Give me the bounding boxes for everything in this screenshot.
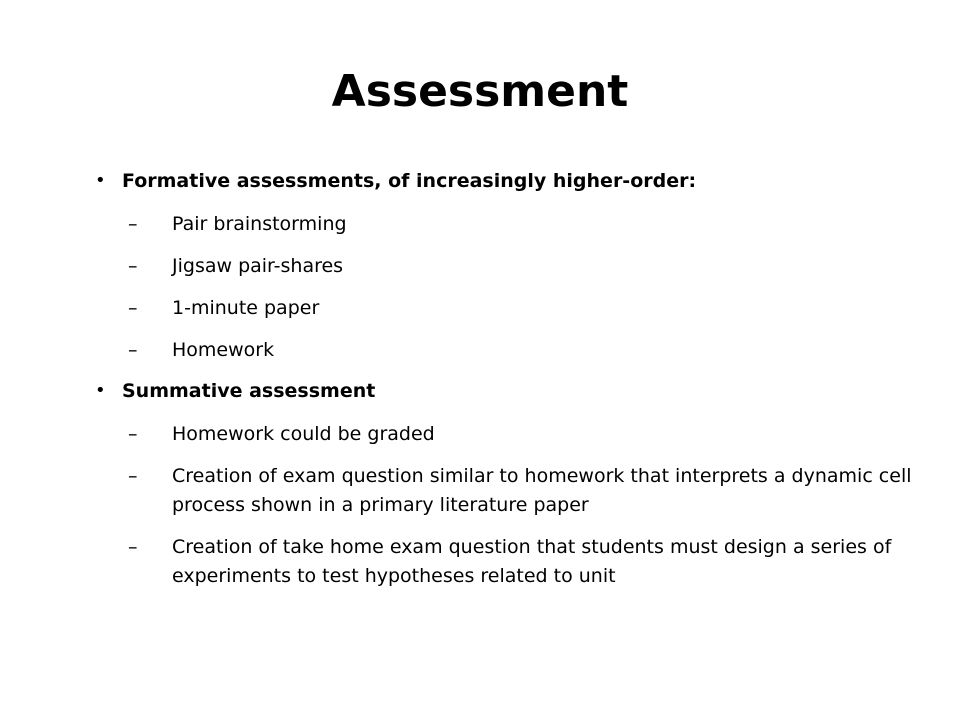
sub-bullet [128, 420, 915, 449]
sub-bullet [128, 294, 915, 323]
sub-bullet-text: Pair brainstorming [172, 213, 347, 235]
slide-body [95, 168, 915, 604]
dash-marker: – [128, 423, 138, 445]
bullet-text: Summative assessment [122, 380, 376, 402]
sub-bullet [128, 533, 915, 591]
sub-bullet [128, 210, 915, 239]
bullet-summative [95, 378, 915, 404]
sub-bullet-text: 1-minute paper [172, 297, 320, 319]
sub-bullet-text: Jigsaw pair-shares [172, 255, 344, 277]
sub-bullet-text: Creation of exam question similar to homework that interprets a dynamic cell process shown in a primary literature paper [172, 465, 912, 516]
dash-marker: – [128, 339, 138, 361]
bullet-text: Formative assessments, of increasingly higher-order: [122, 170, 697, 192]
bullet-marker: • [95, 380, 106, 401]
sub-bullet [128, 462, 915, 520]
dash-marker: – [128, 255, 138, 277]
sub-bullet [128, 336, 915, 365]
sub-bullet-text: Creation of take home exam question that students must design a series of experiments to test hypotheses related to unit [172, 536, 892, 587]
bullet-marker: • [95, 170, 106, 191]
dash-marker: – [128, 213, 138, 235]
bullet-formative [95, 168, 915, 194]
dash-marker: – [128, 536, 138, 558]
slide-title: Assessment [331, 66, 629, 117]
dash-marker: – [128, 297, 138, 319]
sub-bullet-text: Homework [172, 339, 275, 361]
sub-bullet-text: Homework could be graded [172, 423, 435, 445]
dash-marker: – [128, 465, 138, 487]
sub-bullet [128, 252, 915, 281]
